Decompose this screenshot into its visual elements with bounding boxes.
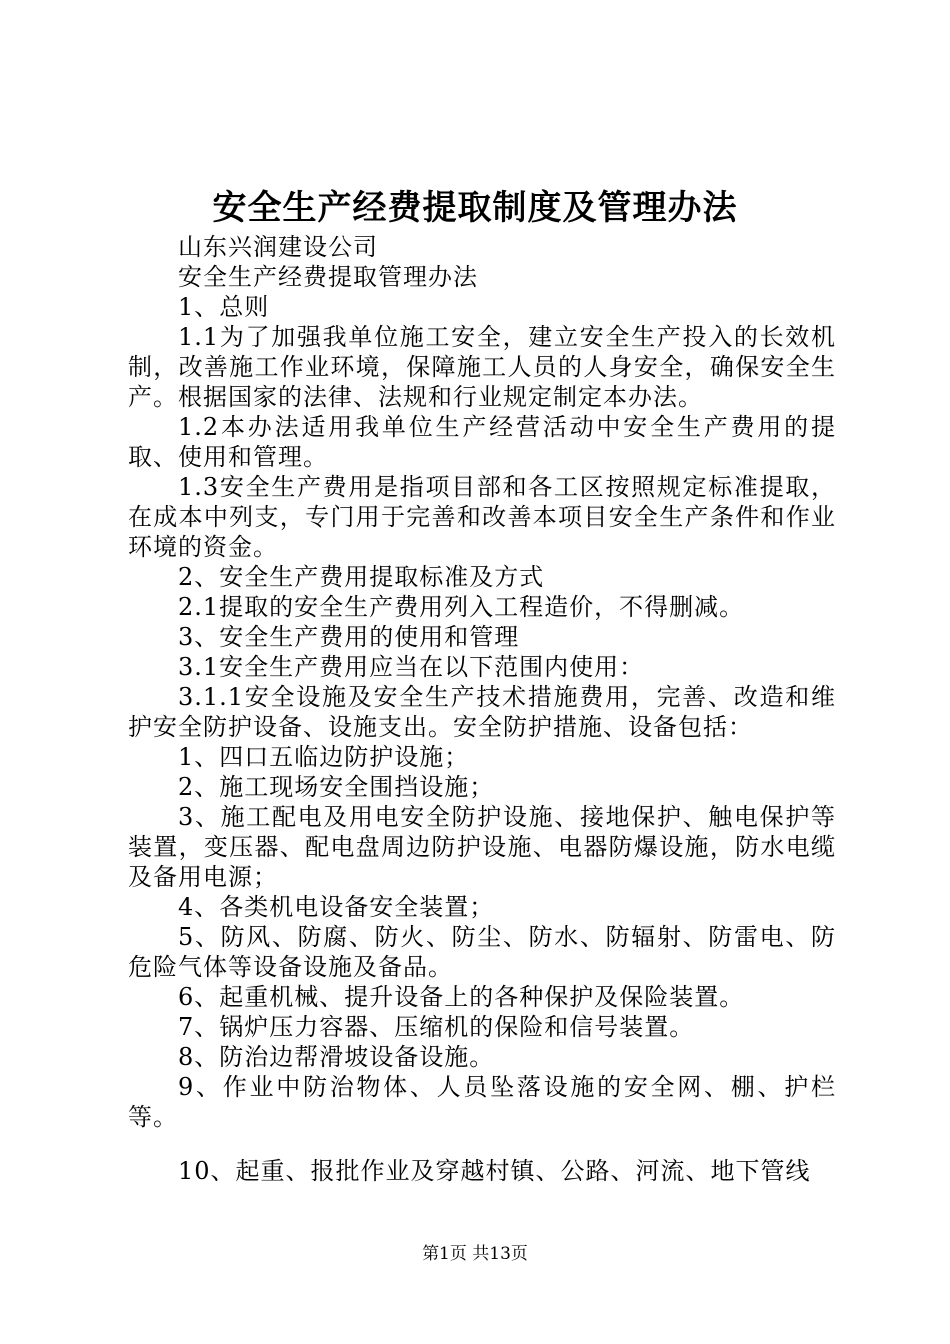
page-number-footer: 第1页 共13页 — [422, 1244, 528, 1264]
list-item: 4、各类机电设备安全装置； — [178, 893, 495, 921]
clause-3-1: 3.1安全生产费用应当在以下范围内使用： — [178, 653, 645, 681]
list-item: 7、锅炉压力容器、压缩机的保险和信号装置。 — [178, 1013, 695, 1041]
list-item: 5、防风、防腐、防火、防尘、防水、防辐射、防雷电、防危险气体等设备设施及备品。 — [128, 923, 836, 981]
document-body — [128, 232, 836, 1186]
list-item: 3、施工配电及用电安全防护设施、接地保护、触电保护等装置，变压器、配电盘周边防护设施、电器防爆设施，防水电缆及备用电源； — [128, 803, 836, 891]
section-heading-2: 2、安全生产费用提取标准及方式 — [178, 563, 545, 591]
list-item: 8、防治边帮滑坡设备设施。 — [178, 1043, 495, 1071]
document-title: 安全生产经费提取制度及管理办法 — [212, 188, 738, 228]
clause-1-3: 1.3安全生产费用是指项目部和各工区按照规定标准提取，在成本中列支，专门用于完善和改善本项目安全生产条件和作业环境的资金。 — [128, 473, 836, 561]
list-item: 1、四口五临边防护设施； — [178, 743, 470, 771]
clause-2-1: 2.1提取的安全生产费用列入工程造价，不得删减。 — [178, 593, 745, 621]
company-name: 山东兴润建设公司 — [178, 233, 378, 261]
list-item: 9、作业中防治物体、人员坠落设施的安全网、棚、护栏等。 — [128, 1073, 836, 1131]
section-heading-3: 3、安全生产费用的使用和管理 — [178, 623, 520, 651]
clause-3-1-1: 3.1.1安全设施及安全生产技术措施费用，完善、改造和维护安全防护设备、设施支出。安全防护措施、设备包括： — [128, 683, 836, 741]
list-item: 6、起重机械、提升设备上的各种保护及保险装置。 — [178, 983, 745, 1011]
list-item: 10、起重、报批作业及穿越村镇、公路、河流、地下管线 — [178, 1157, 811, 1185]
list-item: 2、施工现场安全围挡设施； — [178, 773, 495, 801]
subtitle: 安全生产经费提取管理办法 — [178, 263, 478, 291]
section-heading-1: 1、总则 — [178, 293, 270, 321]
clause-1-2: 1.2本办法适用我单位生产经营活动中安全生产费用的提取、使用和管理。 — [128, 413, 836, 471]
clause-1-1: 1.1为了加强我单位施工安全，建立安全生产投入的长效机制，改善施工作业环境，保障施工人员的人身安全，确保安全生产。根据国家的法律、法规和行业规定制定本办法。 — [128, 323, 836, 411]
